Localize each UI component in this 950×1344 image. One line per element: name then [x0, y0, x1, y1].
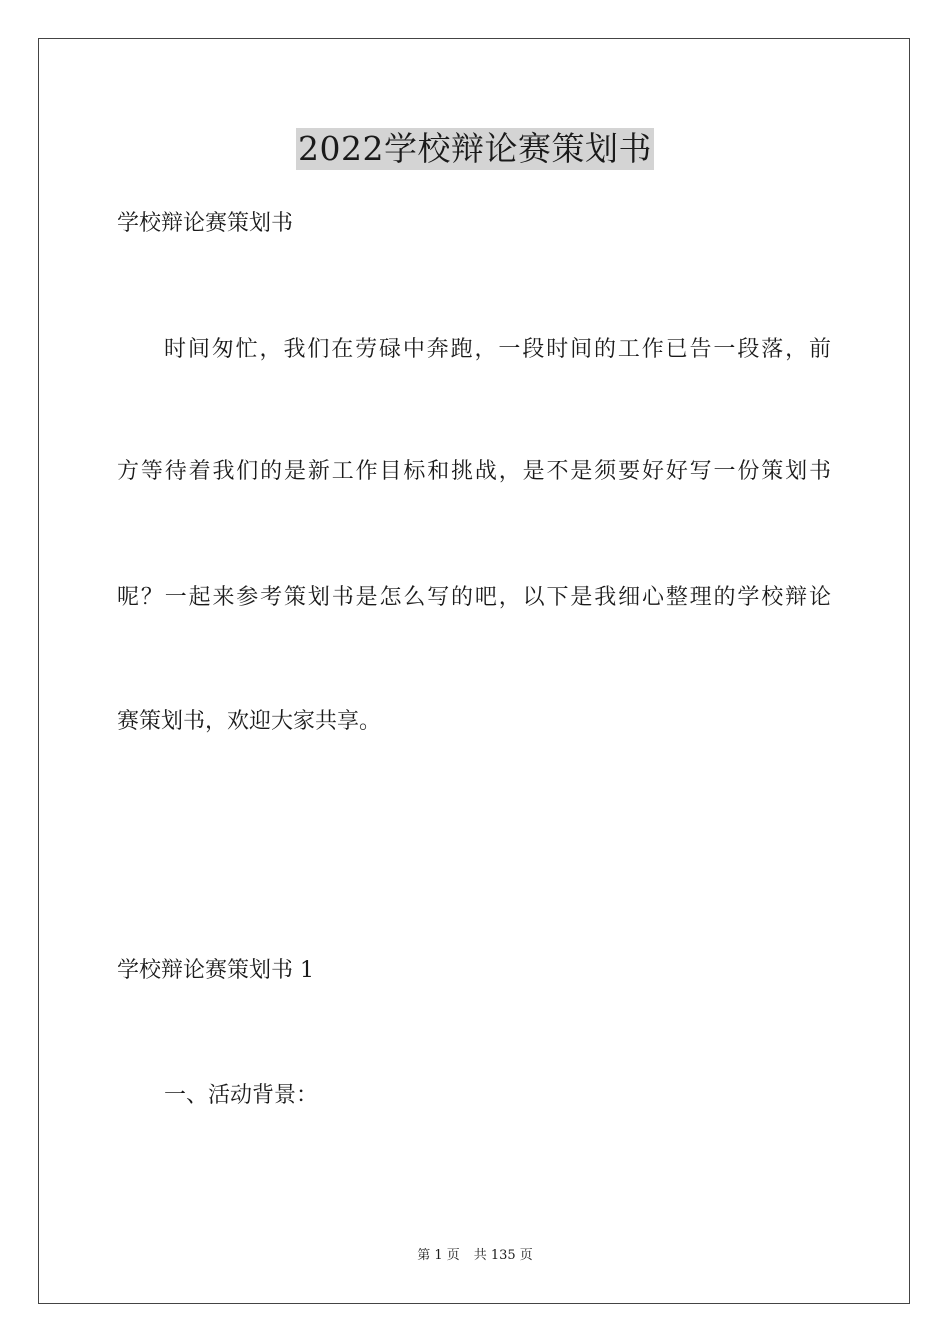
- page-number: 第 1 页: [417, 1248, 460, 1263]
- document-subtitle: 学校辩论赛策划书: [117, 211, 294, 236]
- page-total: 共 135 页: [473, 1248, 533, 1263]
- section-title: 学校辩论赛策划书 1: [117, 958, 314, 983]
- intro-line-2: 方等待着我们的是新工作目标和挑战，是不是须要好好写一份策划书: [117, 459, 831, 484]
- intro-line-4: 赛策划书，欢迎大家共享。: [117, 709, 382, 734]
- intro-line-3: 呢？一起来参考策划书是怎么写的吧，以下是我细心整理的学校辩论: [117, 585, 831, 610]
- section-heading: 一、活动背景：: [164, 1083, 319, 1108]
- document-title: [0, 128, 950, 170]
- intro-line-1: 时间匆忙，我们在劳碌中奔跑，一段时间的工作已告一段落，前: [164, 337, 831, 362]
- page-footer: [0, 1247, 950, 1265]
- document-title-text: 2022学校辩论赛策划书: [298, 129, 652, 168]
